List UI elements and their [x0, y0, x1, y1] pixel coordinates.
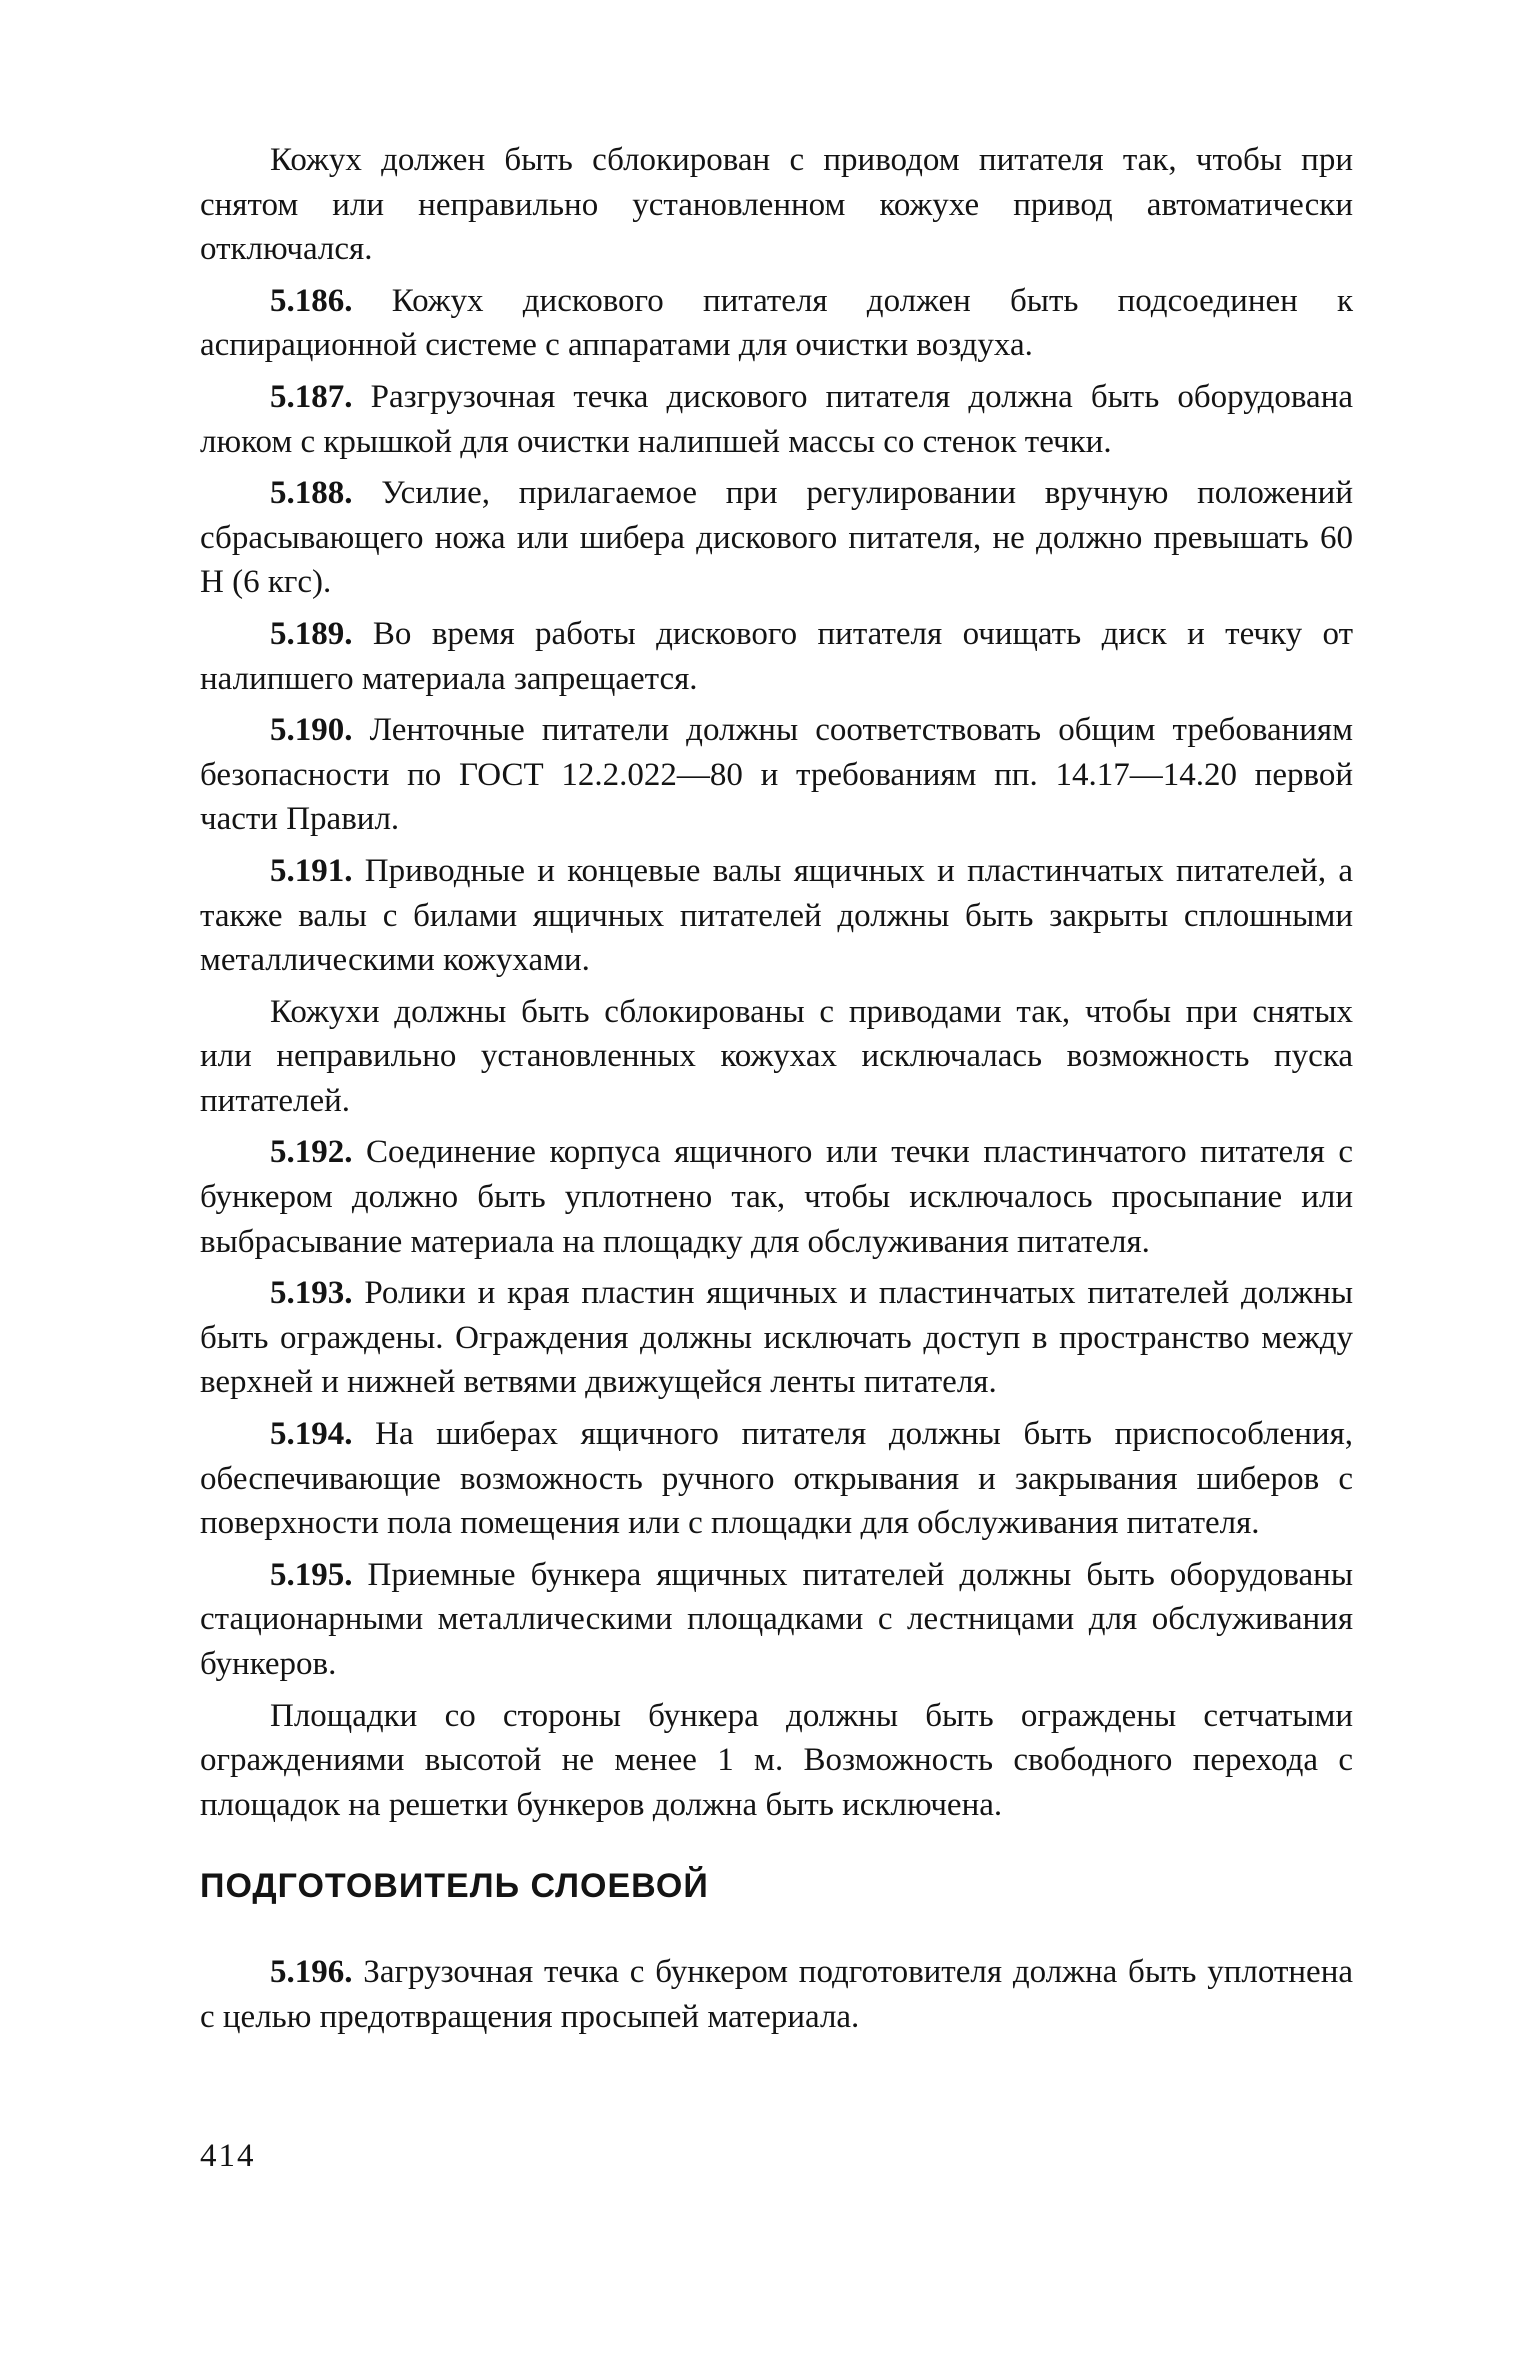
clause-number: 5.193.: [270, 1275, 353, 1312]
clause-number: 5.192.: [270, 1134, 353, 1171]
clause-number: 5.190.: [270, 712, 353, 749]
clause-number: 5.195.: [270, 1556, 353, 1593]
paragraph-platforms-fencing: [200, 1694, 1353, 1828]
paragraph-text: Площадки со стороны бункера должны быть ограждены сетчатыми ограждениями высотой не менее 1 м. Возможность свободного перехода с площадок на решетки бункеров должна быть исключена.: [200, 1697, 1353, 1823]
paragraph-text: Разгрузочная течка дискового питателя должна быть оборудована люком с крышкой для очистки налипшей массы со стенок течки.: [200, 378, 1354, 460]
paragraph-5-196: [200, 1950, 1353, 2039]
paragraph-5-191: [200, 849, 1353, 983]
clause-number: 5.196.: [270, 1954, 353, 1991]
paragraph-5-187: [200, 375, 1353, 464]
paragraph-5-188: [200, 471, 1353, 605]
page-body: [200, 138, 1353, 2047]
clause-number: 5.186.: [270, 282, 353, 319]
paragraph-5-189: [200, 612, 1353, 701]
paragraph-text: Ленточные питатели должны соответствовать общим требованиям безопасности по ГОСТ 12.2.022—80 и требованиям пп. 14.17—14.20 первой части Правил.: [200, 712, 1353, 838]
clause-number: 5.191.: [270, 852, 353, 889]
paragraph-kozhukh-blocking: [200, 138, 1353, 272]
paragraph-text: Приемные бункера ящичных питателей должны быть оборудованы стационарными металлическими площадками с лестницами для обслуживания бункеров.: [200, 1556, 1353, 1682]
paragraph-text: Соединение корпуса ящичного или течки пластинчатого питателя с бункером должно быть уплотнено так, чтобы исключалось просыпание или выбрасывание материала на площадку для обслуживания питателя.: [200, 1134, 1353, 1260]
paragraph-5-193: [200, 1271, 1353, 1405]
paragraph-5-194: [200, 1412, 1353, 1546]
paragraph-text: Усилие, прилагаемое при регулировании вручную положений сбрасывающего ножа или шибера дискового питателя, не должно превышать 60 Н (6 кгс).: [200, 475, 1353, 601]
paragraph-5-186: [200, 279, 1353, 368]
paragraph-text: Приводные и концевые валы ящичных и пластинчатых питателей, а также валы с билами ящичных питателей должны быть закрыты сплошными металлическими кожухами.: [200, 852, 1354, 979]
clause-number: 5.188.: [270, 475, 353, 512]
clause-number: 5.187.: [270, 378, 353, 415]
paragraph-text: Во время работы дискового питателя очищать диск и течку от налипшего материала запрещается.: [200, 615, 1353, 697]
paragraph-text: На шиберах ящичного питателя должны быть приспособления, обеспечивающие возможность ручного открывания и закрывания шиберов с поверхности пола помещения или с площадки для обслуживания питателя.: [200, 1416, 1354, 1542]
section-heading: ПОДГОТОВИТЕЛЬ СЛОЕВОЙ: [200, 1867, 709, 1906]
page-number: 414: [200, 2138, 256, 2174]
paragraph-5-192: [200, 1130, 1353, 1264]
paragraph-text: Кожухи должны быть сблокированы с приводами так, чтобы при снятых или неправильно установленных кожухах исключалась возможность пуска питателей.: [200, 993, 1353, 1119]
paragraph-text: Ролики и края пластин ящичных и пластинчатых питателей должны быть ограждены. Ограждения должны исключать доступ в пространство между верхней и нижней ветвями движущейся ленты питателя.: [200, 1275, 1353, 1401]
clause-number: 5.189.: [270, 615, 353, 652]
paragraph-text: Загрузочная течка с бункером подготовителя должна быть уплотнена с целью предотвращения просыпей материала.: [200, 1954, 1353, 2035]
paragraph-kozhukhi-blocking: [200, 990, 1353, 1124]
clause-number: 5.194.: [270, 1416, 353, 1453]
paragraph-5-190: [200, 708, 1353, 842]
paragraph-text: Кожух дискового питателя должен быть подсоединен к аспирационной системе с аппаратами для очистки воздуха.: [200, 282, 1354, 364]
paragraph-5-195: [200, 1553, 1353, 1687]
paragraph-text: Кожух должен быть сблокирован с приводом питателя так, чтобы при снятом или неправильно установленном кожухе привод автоматически отключался.: [200, 142, 1353, 268]
